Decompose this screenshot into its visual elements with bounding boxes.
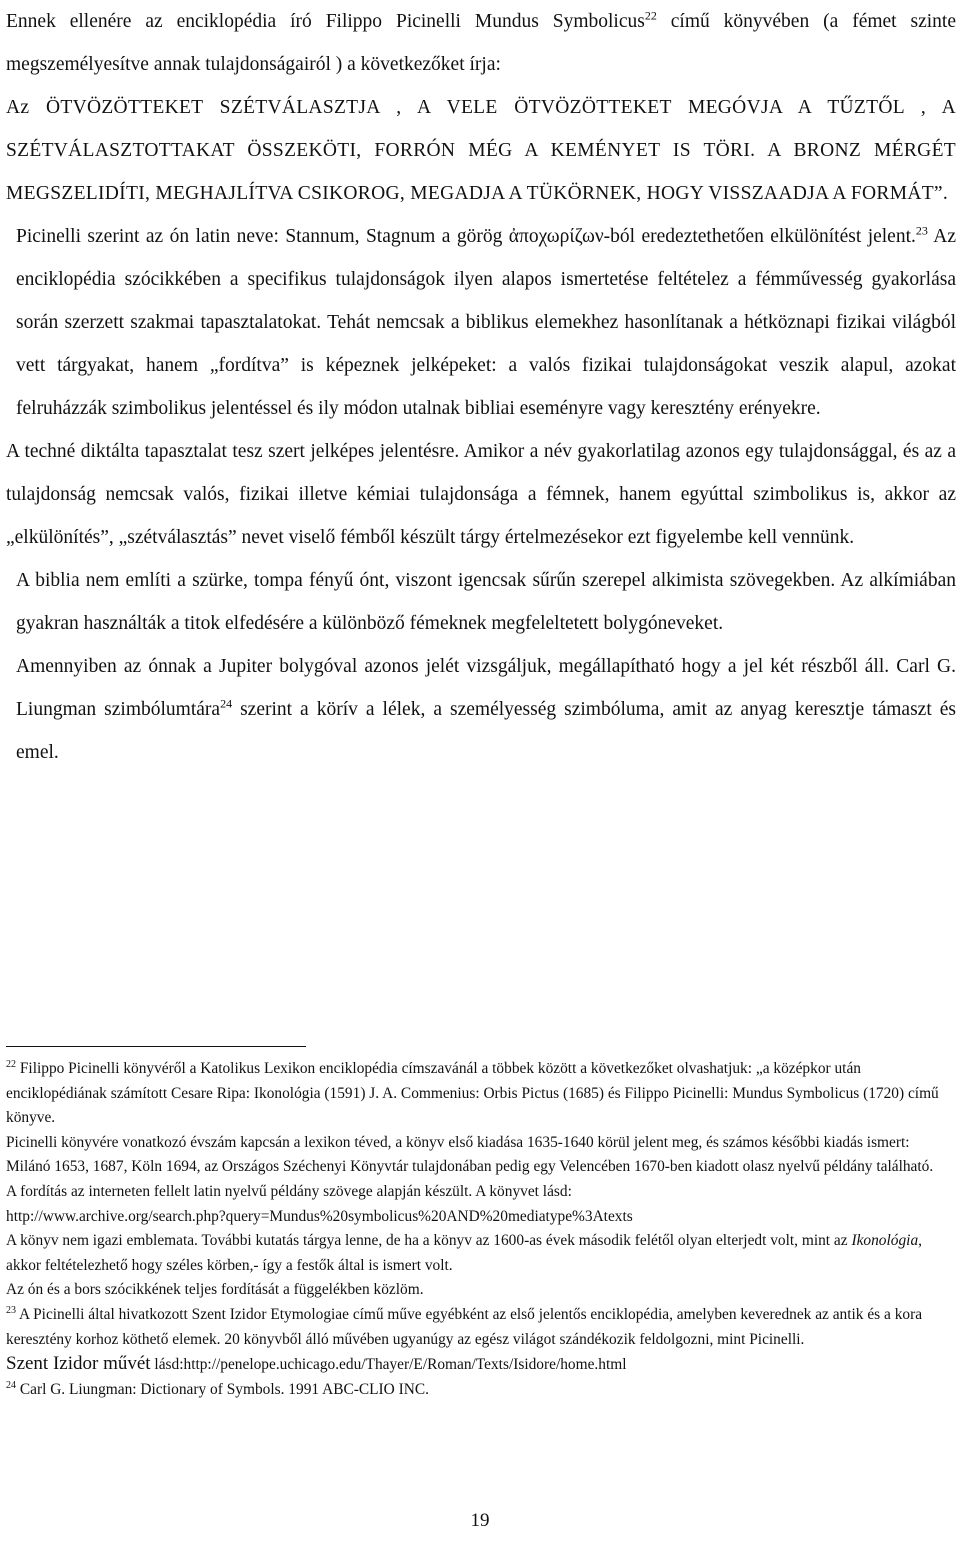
footnote-text: A könyv nem igazi emblemata. További kutatás tárgya lenne, de ha a könyv az 1600-as évek második felétől olyan elterjedt volt, mint az — [6, 1232, 852, 1250]
footnote-ref-23[interactable]: 23 — [915, 223, 928, 238]
footnote-24 — [6, 1378, 956, 1403]
footnote-text: A Picinelli által hivatkozott Szent Izidor Etymologiae című műve egyébként az első jelentős enciklopédia, amelyben keverednek az antik és a kora keresztény korhoz köthető elemek. 20 könyvből álló művében ugyanúgy az egész világot szándékozik feldolgozni, mint Picinelli. — [6, 1305, 923, 1348]
footnote-text: Carl G. Liungman: Dictionary of Symbols. 1991 ABC-CLIO INC. — [16, 1380, 429, 1398]
footnote-23-link — [6, 1352, 956, 1378]
footnote-ref-24[interactable]: 24 — [220, 696, 233, 711]
footnote-divider — [6, 1046, 306, 1047]
footnote-url[interactable]: lásd:http://penelope.uchicago.edu/Thayer/E/Roman/Texts/Isidore/home.html — [150, 1356, 627, 1374]
paragraph-text: Picinelli szerint az ón latin neve: Stannum, Stagnum a görög ἀποχωρίζων-ból eredeztethetően elkülönítést jelent. — [16, 226, 916, 247]
footnote-23 — [6, 1303, 956, 1352]
footnote-22-note: Picinelli könyvére vonatkozó évszám kapcsán a lexikon téved, a könyv első kiadása 1635-1640 körül jelent meg, és számos későbbi kiadás ismert: Milánó 1653, 1687, Köln 1694, az Országos Széchenyi Könyvtár tulajdonában pedig egy Velencében 1670-ben kiadott olasz nyelvű példány található. — [6, 1133, 934, 1176]
footnote-number: 22 — [6, 1058, 16, 1070]
paragraph-etymology — [6, 215, 956, 430]
paragraph-text: Az enciklopédia szócikkében a specifikus tulajdonságok ilyen alapos ismertetése feltételez a fémművesség gyakorlása során szerzett szakmai tapasztalatokat. Tehát nemcsak a biblikus elemekhez hasonlítanak a hétköznapi fizikai világból vett tárgyakat, hanem „fordítva” is képeznek jelképeket: a valós fizikai tulajdonságokat veszik alapul, azokat felruházzák szimbolikus jelentéssel és ily módon utalnak bibliai eseményre vagy keresztény erényekre. — [16, 226, 956, 419]
page-number: 19 — [470, 1510, 490, 1531]
paragraph-jupiter — [6, 645, 956, 774]
footnote-22-appendix: Az ón és a bors szócikkének teljes fordítását a függelékben közlöm. — [6, 1281, 424, 1299]
footnote-text: Szent Izidor művét — [6, 1353, 151, 1375]
footnote-number: 24 — [6, 1379, 16, 1391]
footnote-text: , akkor feltételezhető hogy széles körben,- így a festők által is ismert volt. — [6, 1232, 922, 1274]
footnotes — [6, 1046, 956, 1402]
paragraph-bible: A biblia nem említi a szürke, tompa fényű ónt, viszont igencsak sűrűn szerepel alkimista szövegekben. Az alkímiában gyakran használták a titok elfedésére a különböző fémeknek megfeleltetett bolygóneveket. — [16, 570, 956, 634]
paragraph-text: Ennek ellenére az enciklopédia író Filippo Picinelli Mundus Symbolicus — [6, 11, 645, 32]
paragraph-text: című könyvében (a fémet szinte megszemélyesítve annak tulajdonságairól ) a következőket írja: — [6, 11, 956, 75]
quote-paragraph: Az ÖTVÖZÖTTEKET SZÉTVÁLASZTJA , A VELE ÖTVÖZÖTTEKET MEGÓVJA A TŰZTŐL , A SZÉTVÁLASZTOTTAKAT ÖSSZEKÖTI, FORRÓN MÉG A KEMÉNYET IS TÖRI. A BRONZ MÉRGÉT MEGSZELIDÍTI, MEGHAJLÍTVA CSIKOROG, MEGADJA A TÜKÖRNEK, HOGY VISSZAADJA A FORMÁT”. — [6, 97, 956, 204]
footnote-number: 23 — [6, 1304, 16, 1316]
paragraph-intro — [6, 0, 956, 86]
paragraph-text: szerint a körív a lélek, a személyesség szimbóluma, amit az anyag keresztje támaszt és emel. — [16, 699, 957, 763]
paragraph-techne: A techné diktálta tapasztalat tesz szert jelképes jelentésre. Amikor a név gyakorlatilag azonos egy tulajdonsággal, és az a tulajdonság nemcsak valós, fizikai illetve kémiai tulajdonsága a fémnek, hanem egyúttal szimbolikus is, akkor az „elkülönítés”, „szétválasztás” nevet viselő fémből készült tárgy értelmezésekor ezt figyelembe kell vennünk. — [6, 441, 956, 548]
footnote-22 — [6, 1057, 956, 1131]
body-text — [6, 0, 956, 774]
footnote-ref-22[interactable]: 22 — [644, 8, 657, 23]
footnote-22-link[interactable]: http://www.archive.org/search.php?query=Mundus%20symbolicus%20AND%20mediatype%3Atexts — [6, 1207, 633, 1225]
paragraph-text: Amennyiben az ónnak a Jupiter bolygóval azonos jelét vizsgáljuk, megállapítható hogy a jel két részből áll. Carl G. Liungman szimbólumtára — [16, 656, 956, 720]
footnote-22-translation: A fordítás az interneten fellelt latin nyelvű példány szövege alapján készült. A könyvet lásd: — [6, 1182, 572, 1200]
footnote-22-remark — [6, 1229, 956, 1278]
footnote-text: Filippo Picinelli könyvéről a Katolikus Lexikon enciklopédia címszavánál a többek között a következőket olvashatjuk: „a középkor után enciklopédiának számított Cesare Ripa: Ikonológia (1591) J. A. Commenius: Orbis Pictus (1685) és Filippo Picinelli: Mundus Symbolicus (1720) című könyve. — [6, 1060, 939, 1127]
footnote-italic: Ikonológia — [851, 1232, 919, 1250]
